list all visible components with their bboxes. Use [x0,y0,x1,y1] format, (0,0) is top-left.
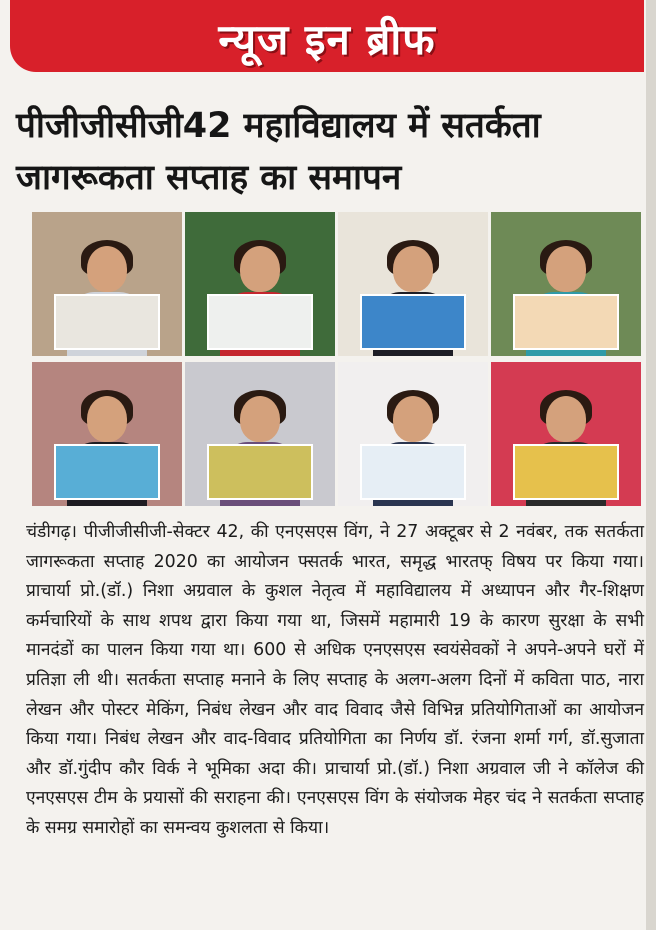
poster-artwork [513,444,619,500]
poster-artwork [54,444,160,500]
poster-artwork [207,444,313,500]
student-photo [185,212,335,356]
poster-artwork [513,294,619,350]
page-edge [646,0,656,930]
masthead-banner [10,0,644,72]
student-photo [491,212,641,356]
poster-artwork [360,444,466,500]
photo-grid [32,212,644,508]
poster-artwork [207,294,313,350]
poster-artwork [54,294,160,350]
poster-artwork [360,294,466,350]
student-photo [32,212,182,356]
student-photo [491,362,641,506]
student-photo [338,212,488,356]
masthead-title: न्यूज इन ब्रीफ [218,15,436,64]
headline: पीजीजीसीजी42 महाविद्यालय में सतर्कता जागरूकता सप्ताह का समापन [16,106,541,198]
article-body: चंडीगढ़। पीजीजीसीजी-सेक्टर 42, की एनएसएस विंग, ने 27 अक्टूबर से 2 नवंबर, तक सतर्कता जागरूकता सप्ताह 2020 का आयोजन फ्सतर्क भारत, समृद्ध भारतफ् विषय पर किया गया। प्राचार्या प्रो.(डॉ.) निशा अग्रवाल के कुशल नेतृत्व में महाविद्यालय में अध्यापन और गैर-शिक्षण कर्मचारियों के साथ शपथ द्वारा किया गया था, जिसमें महामारी 19 के कारण सुरक्षा के सभी मानदंडों का पालन किया गया था। 600 से अधिक एनएसएस स्वयंसेवकों ने अपने-अपने घरों में प्रतिज्ञा ली थी। सतर्कता सप्ताह मनाने के लिए सप्ताह के अलग-अलग दिनों में कविता पाठ, नारा लेखन और पोस्टर मेकिंग, निबंध लेखन और वाद विवाद जैसे विभिन्न प्रतियोगिताओं का आयोजन किया गया। निबंध लेखन और वाद-विवाद प्रतियोगिता का निर्णय डॉ. रंजना शर्मा गर्ग, डॉ.सुजाता और डॉ.गुंदीप कौर विर्क ने भूमिका अदा की। प्राचार्या प्रो.(डॉ.) निशा अग्रवाल जी ने कॉलेज की एनएसएस टीम के प्रयासों की सराहना की। एनएसएस विंग के संयोजक मेहर चंद ने सतर्कता सप्ताह के समग्र समारोहों का समन्वय कुशलता से किया। [26,522,644,838]
student-photo [338,362,488,506]
student-photo [32,362,182,506]
student-photo [185,362,335,506]
